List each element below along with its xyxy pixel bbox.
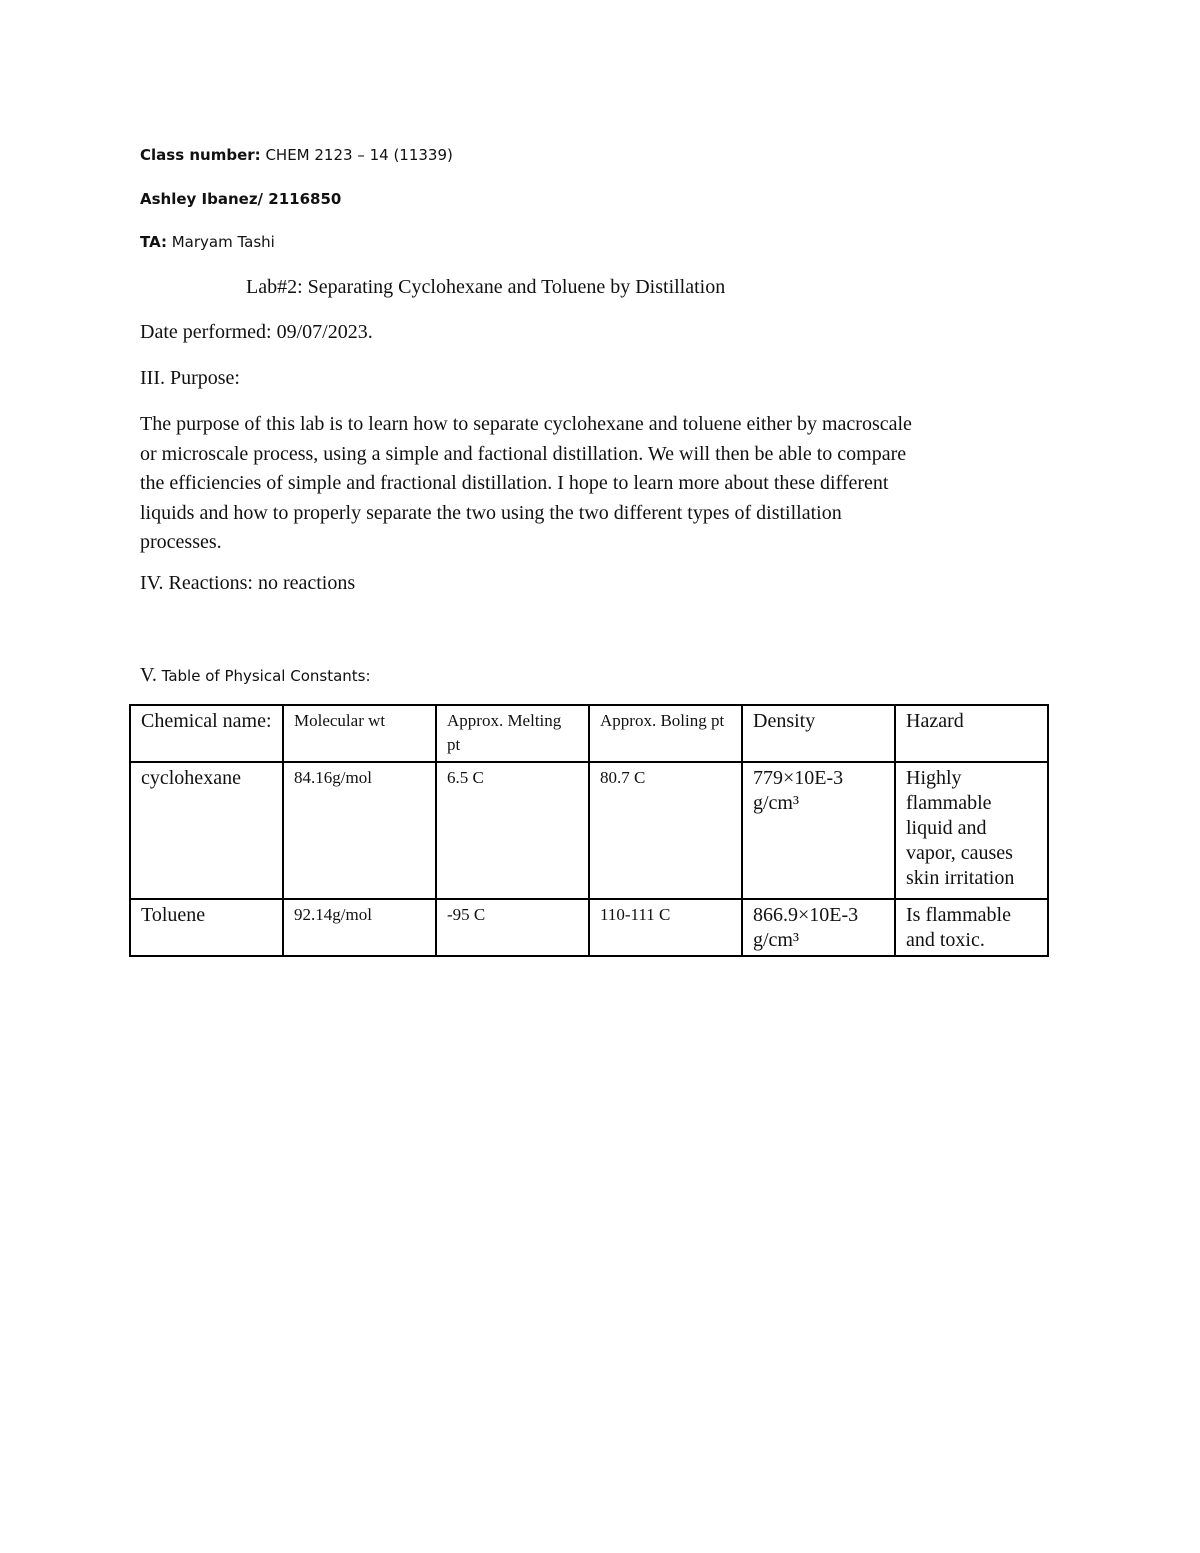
ta-value: Maryam Tashi — [171, 233, 275, 251]
header-cell-density: Density — [742, 705, 895, 762]
purpose-line: liquids and how to properly separate the two using the two different types of distillation — [140, 501, 842, 524]
purpose-line: The purpose of this lab is to learn how to separate cyclohexane and toluene either by macroscale — [140, 413, 912, 435]
purpose-paragraph — [140, 410, 1065, 558]
cell-boiling-pt: 80.7 C — [589, 762, 742, 899]
reactions-line: IV. Reactions: no reactions — [140, 572, 356, 594]
cell-hazard: Is flammable and toxic. — [895, 899, 1048, 956]
cell-density: 779×10E-3 g/cm³ — [742, 762, 895, 899]
class-number-label: Class number: — [140, 146, 261, 164]
table-row — [130, 762, 1048, 899]
header-cell-melting-pt: Approx. Melting pt — [436, 705, 589, 762]
header-cell-chemical-name: Chemical name: — [130, 705, 283, 762]
date-performed: Date performed: 09/07/2023. — [140, 321, 373, 343]
table-heading-label: Table of Physical Constants: — [161, 667, 371, 685]
lab-title: Lab#2: Separating Cyclohexane and Toluene by Distillation — [246, 276, 726, 298]
purpose-heading: III. Purpose: — [140, 367, 240, 389]
student-name-line: Ashley Ibanez/ 2116850 — [140, 190, 342, 208]
purpose-line: processes. — [140, 531, 222, 553]
purpose-line: the efficiencies of simple and fractional distillation. I hope to learn more about these different — [140, 472, 889, 494]
cell-boiling-pt: 110-111 C — [589, 899, 742, 956]
cell-melting-pt: 6.5 C — [436, 762, 589, 899]
header-cell-boiling-pt: Approx. Boling pt — [589, 705, 742, 762]
cell-hazard: Highly flammable liquid and vapor, causes skin irritation — [895, 762, 1048, 899]
header-cell-hazard: Hazard — [895, 705, 1048, 762]
class-number-line — [140, 146, 453, 164]
cell-molecular-wt: 84.16g/mol — [283, 762, 436, 899]
physical-constants-table — [129, 704, 1049, 957]
ta-label: TA: — [140, 233, 167, 251]
cell-melting-pt: -95 C — [436, 899, 589, 956]
purpose-line: or microscale process, using a simple and factional distillation. We will then be able to compare — [140, 442, 907, 465]
cell-chemical-name: Toluene — [130, 899, 283, 956]
class-number-value: CHEM 2123 – 14 (11339) — [265, 146, 453, 164]
cell-density: 866.9×10E-3 g/cm³ — [742, 899, 895, 956]
table-heading — [140, 664, 371, 687]
cell-chemical-name: cyclohexane — [130, 762, 283, 899]
table-heading-numeral: V. — [140, 664, 157, 686]
ta-line — [140, 233, 275, 251]
cell-molecular-wt: 92.14g/mol — [283, 899, 436, 956]
header-cell-molecular-wt: Molecular wt — [283, 705, 436, 762]
table-row — [130, 899, 1048, 956]
table-header-row — [130, 705, 1048, 762]
